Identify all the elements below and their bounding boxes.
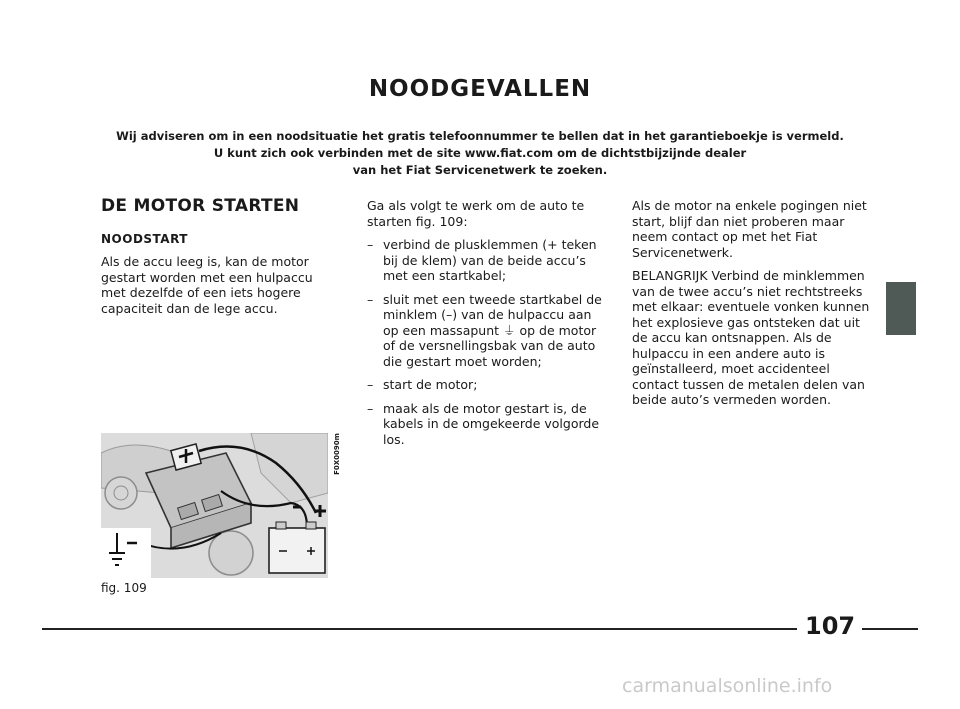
footer-rule-right [862,628,918,630]
figure-code [332,430,348,480]
section-heading: DE MOTOR STARTEN [101,196,300,216]
column-3 [632,198,872,416]
paragraph: BELANGRIJK Verbind de minklemmen van de twee accu’s niet rechtstreeks met elkaar: eventuele vonken kunnen het explosieve gas ontsteken dat uit de accu kan ontsnappen. Als de hulpaccu in een andere auto is geïnstalleerd, moet accidenteel contact tussen de metalen delen van beide auto’s vermeden worden. [632,268,870,407]
list-item [367,401,607,448]
list-dash: – [367,237,374,252]
list-dash: – [367,377,374,392]
jump-start-illustration [101,433,328,578]
list-dash: – [367,400,374,416]
intro-line: U kunt zich ook verbinden met de site www.fiat.com om de dichtstbijzijnde dealer [213,146,747,160]
figure-code-text: F0X0090m [332,433,341,475]
list-dash: – [367,291,374,307]
paragraph: Als de motor na enkele pogingen niet start, blijf dan niet proberen maar neem contact op met het Fiat Servicenetwerk. [632,198,867,260]
page-number: 107 [805,612,856,640]
list-item [367,237,607,284]
intro-line: Wij adviseren om in een noodsituatie het gratis telefoonnummer te bellen dat in het garantieboekje is vermeld. [116,129,844,143]
auxiliary-battery [269,528,325,573]
intro-notice [70,128,890,179]
section-tab-marker [886,282,916,335]
paragraph: Ga als volgt te werk om de auto te starten fig. 109: [367,198,585,229]
column-1 [101,254,319,324]
list-item-text: verbind de plusklemmen (+ teken bij de klem) van de beide accu’s met een startkabel; [383,237,597,283]
list-item-text: maak als de motor gestart is, de kabels in de omgekeerde volgorde los. [383,400,600,447]
intro-line: van het Fiat Servicenetwerk te zoeken. [352,163,608,177]
figure-caption: fig. 109 [101,581,147,595]
page-title: NOODGEVALLEN [368,76,592,102]
subheading: NOODSTART [101,232,188,246]
footer-rule-left [42,628,797,630]
list-item [367,377,607,393]
column-2 [367,198,607,455]
list-item-text: sluit met een tweede startkabel de minklem (–) van de hulpaccu aan op een massapunt ⏚ op de motor of de versnellingsbak van de auto die gestart moet worden; [383,291,602,369]
list-item [367,292,607,370]
watermark: carmanualsonline.info [622,675,833,697]
list-item-text: start de motor; [383,377,478,392]
paragraph: Als de accu leeg is, kan de motor gestart worden met een hulpaccu met dezelfde of een iets hogere capaciteit dan de lege accu. [101,254,313,316]
illustration-svg [101,433,328,578]
